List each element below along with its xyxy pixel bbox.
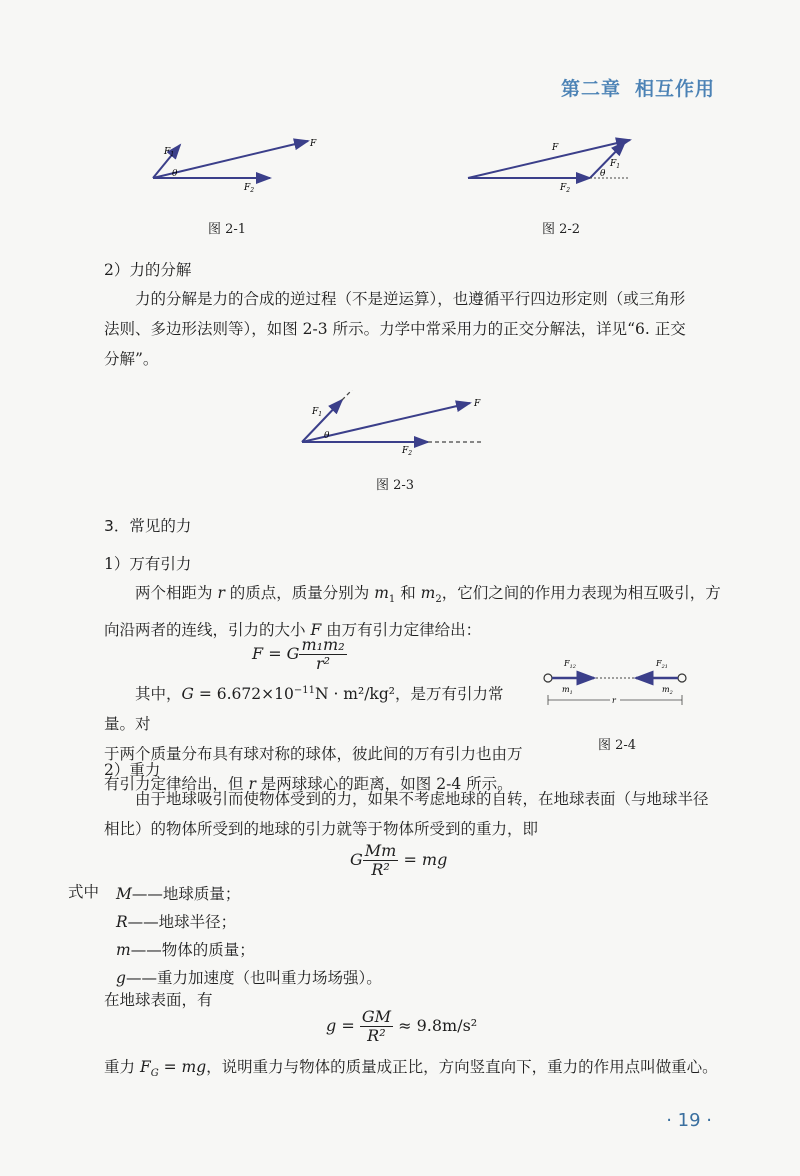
figure-2-3 [290, 390, 510, 460]
mass-m1 [544, 674, 552, 682]
page-number: · 19 · [666, 1110, 712, 1131]
equation-gravitation: F = G $\frac{\text{m₁m₂}}{\text{r²}}$ [252, 635, 345, 673]
label-F2: $F_2$ [560, 183, 571, 194]
vector-F [468, 140, 630, 178]
figure-2-2 [460, 130, 660, 200]
label-theta: θ [600, 169, 606, 179]
variable-m: m——物体的质量； [116, 941, 255, 959]
paragraph-gravitation: 两个相距为 r 的质点，质量分别为 $m_1$ 和 $m_2$，它们之间的作用力表现为相互吸引，方 向沿两者的连线，引力的大小 F 由万有引力定律给出： [104, 584, 721, 640]
label-theta: θ [172, 169, 178, 179]
heading-force-decomposition: 2）力的分解 [104, 261, 192, 279]
figure-2-1 [140, 130, 340, 200]
equation-g: g = $\frac{GM}{\text{R²}}$ ≈ 9.8m/s² [326, 1007, 478, 1045]
label-F12: $F_{12}$ [564, 659, 576, 670]
label-m2: $m_2$ [662, 685, 673, 696]
label-theta: θ [324, 431, 330, 441]
chapter-header [561, 74, 715, 101]
label-m1: $m_1$ [562, 685, 573, 696]
caption-fig-2-2: 图 2-2 [542, 222, 581, 237]
label-F2: $F_2$ [402, 446, 413, 457]
vector-F1 [302, 400, 342, 442]
caption-fig-2-1: 图 2-1 [208, 222, 247, 237]
paragraph-decomposition: 力的分解是力的合成的逆过程（不是逆运算），也遵循平行四边形定则（或三角形 法则、多边形法则等），如图 2-3 所示。力学中常采用力的正交分解法，详见“6. 正交 分解”。 [104, 290, 686, 368]
chapter-title: 相互作用 [634, 78, 715, 100]
paragraph-gravitation-constant: 其中，$G = 6.672\times 10^{-11}N \cdot m^2/kg^2$，是万有引力常量。对 于两个质量分布具有球对称的球体，彼此间的万有引力也由万 有引力定律给出，但 r 是两球球心的距离，如图 2-4 所示。 [104, 685, 523, 794]
label-F: F [474, 399, 481, 409]
heading-common-forces: 3．常见的力 [104, 517, 192, 535]
variable-list [116, 880, 382, 992]
heading-gravitation: 1）万有引力 [104, 555, 192, 573]
label-r: r [612, 696, 616, 705]
mass-m2 [678, 674, 686, 682]
label-F1: $F_1$ [164, 147, 175, 158]
paragraph-weight: 由于地球吸引而使物体受到的力，如果不考虑地球的自转，在地球表面（与地球半径 相比）的物体所受到的地球的引力就等于物体所受到的重力，即 [104, 790, 709, 838]
label-F1: $F_1$ [312, 407, 323, 418]
label-F21: $F_{21}$ [656, 659, 668, 670]
variable-g: g——重力加速度（也叫重力场场强）。 [116, 969, 382, 987]
surface-text: 在地球表面，有 [104, 991, 213, 1009]
label-F1: $F_1$ [610, 159, 621, 170]
dashed-F1-extension [342, 390, 352, 400]
chapter-number: 第二章 [560, 78, 621, 100]
heading-weight: 2）重力 [104, 761, 161, 779]
label-F: F [310, 139, 317, 149]
caption-fig-2-3: 图 2-3 [376, 478, 415, 493]
equation-weight: G $\frac{Mm}{\text{R²}}$ = mg [350, 841, 448, 879]
figure-2-4 [538, 650, 698, 720]
label-F2: $F_2$ [244, 183, 255, 194]
label-F: F [552, 143, 559, 153]
paragraph-weight-conclusion: 重力 $F_G$ = mg，说明重力与物体的质量成正比，方向竖直向下，重力的作用点叫做重心。 [104, 1058, 718, 1080]
variable-M: M——地球质量； [116, 885, 241, 903]
where-label: 式中 [68, 883, 100, 901]
variable-R: R——地球半径； [116, 913, 237, 931]
caption-fig-2-4: 图 2-4 [598, 738, 637, 753]
